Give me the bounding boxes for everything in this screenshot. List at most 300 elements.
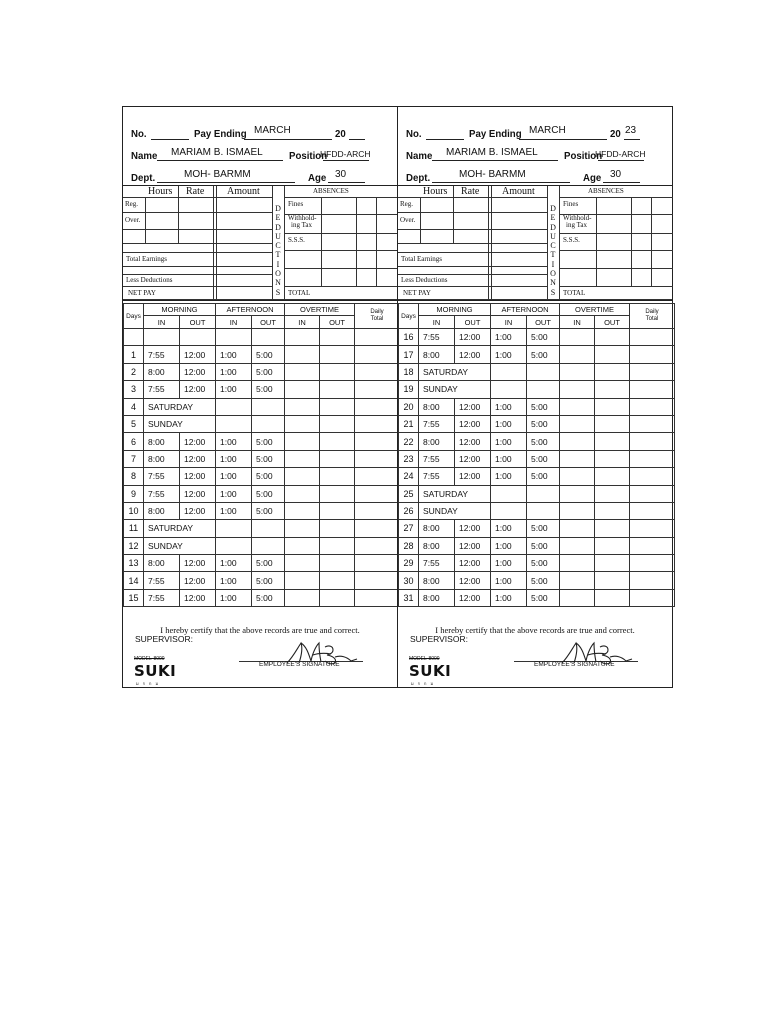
table-row	[399, 346, 675, 363]
overtime-out-cell	[320, 537, 355, 554]
year-prefix-label: 20	[610, 128, 621, 140]
morning-out-cell: 12:00	[455, 450, 491, 467]
afternoon-in-cell: 1:00	[216, 502, 252, 519]
grid-line	[123, 243, 272, 244]
dept-line	[157, 182, 295, 183]
over-label: Over.	[125, 216, 141, 224]
employee-signature-label: EMPLOYEE'S SIGNATURE	[259, 661, 340, 668]
suki-logo: SUKI	[134, 662, 177, 680]
overtime-in-cell	[560, 398, 595, 415]
daily-total-cell	[355, 346, 400, 363]
fines-label: Fines	[563, 200, 579, 208]
afternoon-out-cell: 5:00	[527, 468, 560, 485]
table-header-row	[124, 304, 400, 316]
afternoon-in-cell	[216, 415, 252, 432]
morning-in-cell: 8:00	[144, 450, 180, 467]
age-line	[328, 182, 365, 183]
grid-line	[321, 197, 322, 286]
afternoon-out-cell: 5:00	[527, 555, 560, 572]
afternoon-in-cell: 1:00	[491, 346, 527, 363]
overtime-out-cell	[595, 381, 630, 398]
grid-line	[284, 233, 398, 234]
days-header: Days	[124, 304, 144, 329]
table-row	[399, 572, 675, 589]
overtime-in-cell	[285, 363, 320, 380]
suki-logo-subtext: ม ร ก ม	[136, 681, 160, 686]
afternoon-in-cell: 1:00	[491, 398, 527, 415]
table-row	[124, 468, 400, 485]
grid-line	[559, 186, 560, 299]
grid-line	[123, 274, 272, 275]
afternoon-in-header: IN	[491, 316, 527, 329]
grid-line	[559, 233, 673, 234]
daily-total-cell	[630, 537, 675, 554]
afternoon-in-cell: 1:00	[216, 468, 252, 485]
name-line	[157, 160, 283, 161]
overtime-out-cell	[320, 346, 355, 363]
morning-out-cell: 12:00	[455, 415, 491, 432]
table-header-row	[399, 304, 675, 316]
amount-header: Amount	[502, 186, 535, 197]
certification-text: I hereby certify that the above records are true and correct.	[160, 625, 360, 635]
total-label: TOTAL	[563, 289, 586, 297]
grid-rule	[398, 300, 672, 301]
afternoon-in-cell: 1:00	[491, 537, 527, 554]
daily-total-cell	[355, 329, 400, 346]
morning-in-cell: 8:00	[144, 433, 180, 450]
no-line	[151, 139, 189, 140]
table-row	[399, 381, 675, 398]
dept-line	[432, 182, 570, 183]
daily-total-cell	[630, 433, 675, 450]
suki-logo: SUKI	[409, 662, 452, 680]
afternoon-in-cell: 1:00	[491, 415, 527, 432]
employee-position: HFDD-ARCH	[320, 149, 371, 159]
morning-out-cell: 12:00	[180, 572, 216, 589]
absences-header: ABSENCES	[588, 187, 624, 195]
rate-header: Rate	[186, 186, 205, 197]
morning-in-cell: 8:00	[419, 346, 455, 363]
morning-in-cell: 7:55	[144, 572, 180, 589]
daily-total-cell	[630, 415, 675, 432]
over-label: Over.	[400, 216, 416, 224]
employee-dept: MOH- BARMM	[184, 169, 251, 180]
morning-out-cell: 12:00	[455, 329, 491, 346]
grid-line	[178, 186, 179, 243]
afternoon-out-cell: 5:00	[252, 485, 285, 502]
employee-dept: MOH- BARMM	[459, 169, 526, 180]
total-label: TOTAL	[288, 289, 311, 297]
certification-text: I hereby certify that the above records are true and correct.	[435, 625, 635, 635]
morning-out-cell: 12:00	[180, 589, 216, 606]
afternoon-in-cell: 1:00	[491, 589, 527, 606]
day-number-cell: 19	[399, 381, 419, 398]
time-table	[398, 303, 675, 607]
overtime-in-cell	[285, 589, 320, 606]
overtime-out-cell	[595, 468, 630, 485]
net-pay-label: NET PAY	[403, 289, 431, 297]
grid-line	[284, 197, 398, 198]
daily-total-line-2: Total	[370, 316, 384, 322]
afternoon-in-cell	[491, 485, 527, 502]
overtime-out-cell	[320, 572, 355, 589]
morning-header: MORNING	[419, 304, 491, 316]
afternoon-out-cell: 5:00	[527, 415, 560, 432]
overtime-out-cell	[595, 450, 630, 467]
withholding-label	[563, 215, 592, 229]
year-line	[624, 139, 640, 140]
afternoon-out-cell	[527, 485, 560, 502]
overtime-in-cell	[285, 520, 320, 537]
day-number-cell: 18	[399, 363, 419, 380]
grid-line	[559, 268, 673, 269]
day-number-cell: 20	[399, 398, 419, 415]
morning-in-cell: 7:55	[144, 589, 180, 606]
grid-line	[559, 286, 673, 287]
afternoon-out-cell: 5:00	[527, 450, 560, 467]
overtime-out-cell	[320, 589, 355, 606]
table-row	[124, 520, 400, 537]
afternoon-out-cell: 5:00	[252, 433, 285, 450]
overtime-header: OVERTIME	[560, 304, 630, 316]
table-row	[399, 450, 675, 467]
daily-total-cell	[355, 555, 400, 572]
afternoon-out-cell	[252, 537, 285, 554]
afternoon-in-cell: 1:00	[491, 433, 527, 450]
table-row	[124, 537, 400, 554]
afternoon-in-cell: 1:00	[216, 450, 252, 467]
grid-line	[651, 197, 652, 286]
afternoon-in-cell	[491, 502, 527, 519]
table-row	[124, 433, 400, 450]
overtime-in-cell	[560, 346, 595, 363]
overtime-out-cell	[595, 433, 630, 450]
overtime-out-cell	[595, 346, 630, 363]
overtime-out-cell	[320, 398, 355, 415]
overtime-in-cell	[285, 433, 320, 450]
morning-out-cell	[180, 329, 216, 346]
daily-total-header	[630, 304, 675, 329]
afternoon-out-cell: 5:00	[527, 537, 560, 554]
name-line	[432, 160, 558, 161]
position-line	[598, 160, 644, 161]
grid-line	[398, 266, 547, 267]
overtime-out-cell	[320, 415, 355, 432]
grid-line	[398, 274, 547, 275]
overtime-in-cell	[560, 329, 595, 346]
table-row	[124, 381, 400, 398]
afternoon-in-cell: 1:00	[491, 329, 527, 346]
day-number-cell: 11	[124, 520, 144, 537]
name-label: Name	[406, 150, 433, 162]
overtime-out-cell	[595, 485, 630, 502]
table-row	[124, 555, 400, 572]
afternoon-out-cell	[252, 520, 285, 537]
card-header	[398, 107, 672, 183]
table-row	[399, 363, 675, 380]
afternoon-out-cell: 5:00	[527, 346, 560, 363]
afternoon-out-cell	[527, 502, 560, 519]
daily-total-cell	[355, 381, 400, 398]
morning-in-cell: 7:55	[419, 450, 455, 467]
morning-in-cell	[144, 329, 180, 346]
overtime-in-cell	[285, 329, 320, 346]
morning-out-cell: 12:00	[180, 346, 216, 363]
overtime-in-cell	[560, 520, 595, 537]
daily-total-cell	[630, 502, 675, 519]
absences-header: ABSENCES	[313, 187, 349, 195]
supervisor-label: SUPERVISOR:	[135, 634, 193, 644]
sss-label: S.S.S.	[563, 236, 580, 244]
table-row	[124, 398, 400, 415]
position-label: Position	[289, 150, 328, 162]
grid-line	[398, 252, 547, 253]
morning-out-cell: 12:00	[180, 485, 216, 502]
afternoon-out-cell	[252, 398, 285, 415]
daily-total-cell	[355, 450, 400, 467]
day-number-cell: 29	[399, 555, 419, 572]
day-status-cell: SUNDAY	[419, 381, 491, 398]
overtime-header: OVERTIME	[285, 304, 355, 316]
day-status-cell: SUNDAY	[419, 502, 491, 519]
sss-label: S.S.S.	[288, 236, 305, 244]
overtime-out-cell	[320, 520, 355, 537]
model-number: MODEL-8000	[134, 656, 165, 662]
day-number-cell: 22	[399, 433, 419, 450]
morning-in-cell: 7:55	[419, 415, 455, 432]
day-number-cell: 1	[124, 346, 144, 363]
table-row	[399, 520, 675, 537]
afternoon-in-cell: 1:00	[491, 572, 527, 589]
overtime-out-cell	[595, 555, 630, 572]
morning-in-cell: 8:00	[419, 433, 455, 450]
morning-in-header: IN	[419, 316, 455, 329]
day-number-cell: 25	[399, 485, 419, 502]
overtime-in-cell	[560, 363, 595, 380]
morning-in-cell: 8:00	[144, 363, 180, 380]
daily-total-cell	[630, 329, 675, 346]
afternoon-in-cell: 1:00	[216, 555, 252, 572]
day-status-cell: SUNDAY	[144, 415, 216, 432]
table-row	[124, 485, 400, 502]
afternoon-in-cell: 1:00	[216, 363, 252, 380]
grid-line	[559, 250, 673, 251]
overtime-out-cell	[595, 537, 630, 554]
day-number-cell: 12	[124, 537, 144, 554]
afternoon-in-cell: 1:00	[216, 381, 252, 398]
withholding-line-1: Withhold-	[563, 214, 592, 222]
morning-out-cell: 12:00	[455, 537, 491, 554]
afternoon-out-cell: 5:00	[252, 572, 285, 589]
day-status-cell: SATURDAY	[419, 485, 491, 502]
daily-total-header	[355, 304, 400, 329]
employee-name: MARIAM B. ISMAEL	[171, 147, 263, 158]
grid-line	[216, 186, 217, 299]
morning-in-cell: 7:55	[144, 381, 180, 398]
daily-total-cell	[630, 555, 675, 572]
daily-total-cell	[355, 537, 400, 554]
day-number-cell: 17	[399, 346, 419, 363]
daily-total-cell	[355, 502, 400, 519]
afternoon-out-cell: 5:00	[252, 346, 285, 363]
hours-header: Hours	[148, 186, 173, 197]
daily-total-cell	[355, 589, 400, 606]
pay-ending-label: Pay Ending	[194, 128, 247, 140]
daily-total-cell	[355, 398, 400, 415]
overtime-in-cell	[560, 468, 595, 485]
afternoon-out-cell: 5:00	[527, 398, 560, 415]
afternoon-in-cell	[216, 520, 252, 537]
day-number-cell: 30	[399, 572, 419, 589]
grid-line	[420, 197, 421, 243]
afternoon-out-cell: 5:00	[527, 520, 560, 537]
morning-out-header: OUT	[455, 316, 491, 329]
afternoon-in-cell: 1:00	[491, 555, 527, 572]
grid-line	[123, 266, 272, 267]
morning-out-cell: 12:00	[455, 346, 491, 363]
day-number-cell: 21	[399, 415, 419, 432]
afternoon-in-cell: 1:00	[491, 450, 527, 467]
overtime-out-cell	[320, 433, 355, 450]
deductions-vertical-label: D E D U C T I O N S	[550, 204, 556, 297]
employee-age: 30	[335, 169, 347, 180]
employee-age: 30	[610, 169, 622, 180]
overtime-in-cell	[285, 537, 320, 554]
table-row	[399, 433, 675, 450]
overtime-out-cell	[595, 589, 630, 606]
day-number-cell: 6	[124, 433, 144, 450]
employee-signature-label: EMPLOYEE'S SIGNATURE	[534, 661, 615, 668]
withholding-line-1: Withhold-	[288, 214, 317, 222]
table-row	[399, 555, 675, 572]
overtime-in-header: IN	[285, 316, 320, 329]
table-row	[399, 329, 675, 346]
overtime-in-cell	[560, 415, 595, 432]
daily-total-cell	[630, 485, 675, 502]
morning-out-cell: 12:00	[180, 433, 216, 450]
afternoon-out-cell: 5:00	[252, 468, 285, 485]
day-number-cell: 28	[399, 537, 419, 554]
age-line	[603, 182, 640, 183]
no-label: No.	[131, 128, 147, 140]
day-number-cell: 13	[124, 555, 144, 572]
afternoon-header: AFTERNOON	[491, 304, 560, 316]
overtime-in-cell	[560, 555, 595, 572]
overtime-in-cell	[560, 537, 595, 554]
morning-in-cell: 8:00	[419, 537, 455, 554]
time-card-left	[122, 106, 398, 688]
overtime-in-cell	[285, 398, 320, 415]
fines-label: Fines	[288, 200, 304, 208]
afternoon-out-cell: 5:00	[527, 589, 560, 606]
grid-line	[356, 197, 357, 286]
withholding-line-2: ing Tax	[566, 221, 587, 229]
daily-total-cell	[355, 363, 400, 380]
day-status-cell: SATURDAY	[144, 520, 216, 537]
grid-line	[284, 186, 285, 299]
morning-in-cell: 7:55	[144, 468, 180, 485]
grid-line	[123, 286, 272, 287]
overtime-in-cell	[560, 485, 595, 502]
morning-out-header: OUT	[180, 316, 216, 329]
afternoon-out-cell: 5:00	[252, 450, 285, 467]
overtime-out-cell	[595, 398, 630, 415]
payroll-grid	[123, 186, 397, 301]
overtime-in-cell	[560, 572, 595, 589]
age-label: Age	[583, 172, 602, 184]
morning-out-cell: 12:00	[455, 555, 491, 572]
afternoon-out-cell: 5:00	[252, 381, 285, 398]
pay-ending-month: MARCH	[254, 125, 291, 136]
overtime-out-cell	[595, 502, 630, 519]
overtime-in-cell	[285, 415, 320, 432]
overtime-in-header: IN	[560, 316, 595, 329]
day-number-cell: 9	[124, 485, 144, 502]
grid-line	[213, 186, 214, 299]
overtime-out-cell	[320, 329, 355, 346]
afternoon-header: AFTERNOON	[216, 304, 285, 316]
overtime-out-cell	[595, 520, 630, 537]
table-row	[124, 415, 400, 432]
morning-in-cell: 8:00	[419, 572, 455, 589]
pay-ending-label: Pay Ending	[469, 128, 522, 140]
overtime-in-cell	[285, 502, 320, 519]
daily-total-cell	[355, 468, 400, 485]
day-number-cell: 4	[124, 398, 144, 415]
dept-label: Dept.	[406, 172, 431, 184]
day-number-cell: 16	[399, 329, 419, 346]
daily-total-cell	[355, 415, 400, 432]
overtime-out-cell	[320, 555, 355, 572]
day-number-cell: 8	[124, 468, 144, 485]
grid-line	[284, 268, 398, 269]
grid-line	[123, 252, 272, 253]
afternoon-in-cell: 1:00	[216, 346, 252, 363]
afternoon-out-header: OUT	[252, 316, 285, 329]
grid-line	[488, 186, 489, 299]
overtime-out-cell	[595, 572, 630, 589]
day-number-cell: 31	[399, 589, 419, 606]
overtime-out-cell	[595, 329, 630, 346]
afternoon-in-cell	[491, 381, 527, 398]
table-row	[124, 589, 400, 606]
morning-in-cell: 8:00	[419, 398, 455, 415]
rate-header: Rate	[461, 186, 480, 197]
grid-line	[145, 197, 146, 243]
daily-total-cell	[630, 363, 675, 380]
grid-line	[596, 197, 597, 286]
position-line	[323, 160, 369, 161]
table-row	[124, 502, 400, 519]
overtime-in-cell	[285, 485, 320, 502]
morning-out-cell: 12:00	[180, 363, 216, 380]
no-label: No.	[406, 128, 422, 140]
grid-line	[284, 286, 398, 287]
morning-header: MORNING	[144, 304, 216, 316]
afternoon-out-cell: 5:00	[527, 572, 560, 589]
daily-total-line-2: Total	[645, 316, 659, 322]
afternoon-in-cell	[216, 537, 252, 554]
overtime-in-cell	[285, 572, 320, 589]
overtime-in-cell	[560, 502, 595, 519]
morning-in-cell: 7:55	[144, 346, 180, 363]
signature-image	[558, 637, 638, 667]
employee-name: MARIAM B. ISMAEL	[446, 147, 538, 158]
overtime-out-cell	[595, 415, 630, 432]
daily-total-cell	[630, 468, 675, 485]
less-deductions-label: Less Deductions	[126, 276, 173, 284]
morning-in-cell: 7:55	[144, 485, 180, 502]
